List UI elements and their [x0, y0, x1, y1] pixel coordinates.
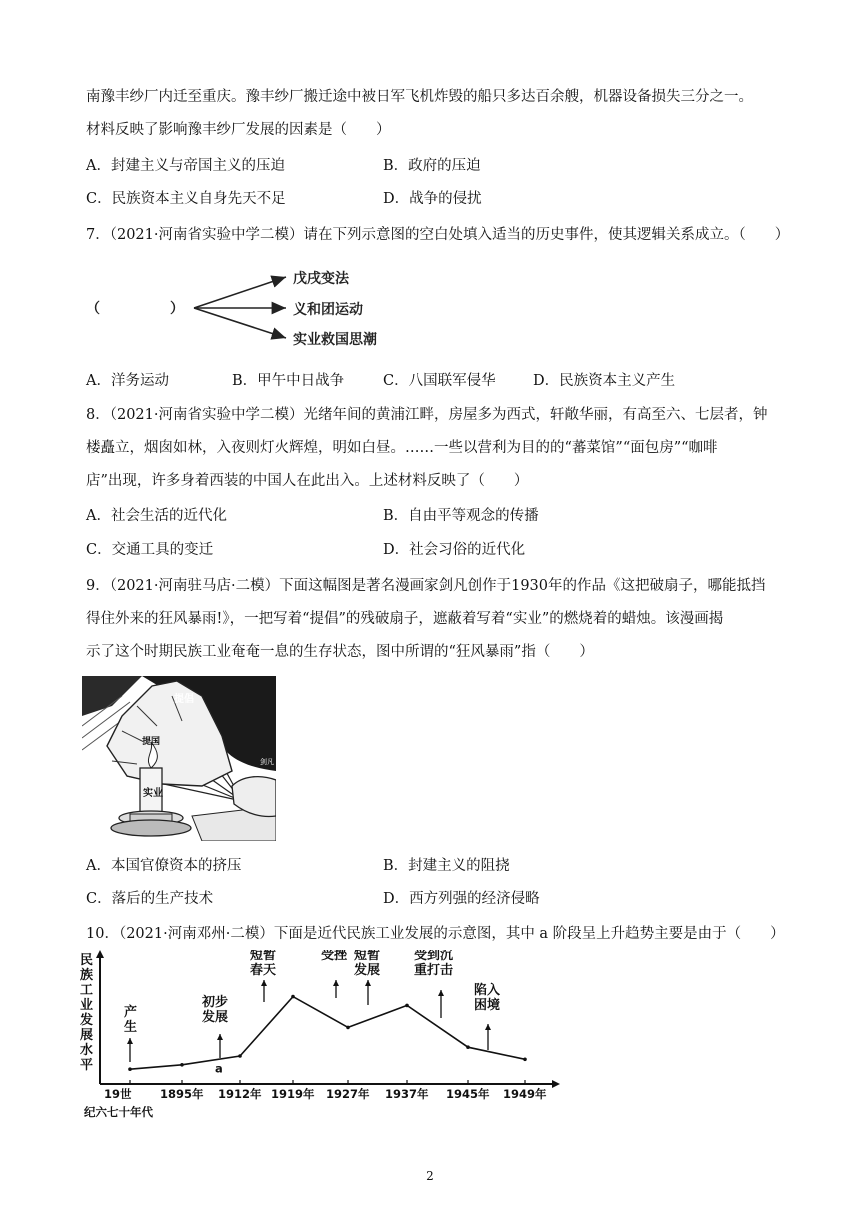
x-axis-arrow: [552, 1080, 560, 1088]
annotation-text: 困境: [474, 998, 501, 1013]
q9-option-c[interactable]: C．落后的生产技术: [86, 891, 214, 907]
y-axis-label-char: 业: [80, 998, 94, 1013]
question-9-stem-line-1: 9．（2021·河南驻马店·二模）下面这幅图是著名漫画家剑凡创作于1930年的作品《这把破扇子，哪能抵挡: [86, 578, 766, 594]
q9-cartoon-image: [82, 676, 276, 841]
annotation-arrowhead: [365, 980, 371, 986]
line-chart-svg: [78, 950, 568, 1122]
q7-target-2: 义和团运动: [293, 302, 363, 318]
q7-arrow-1: [194, 277, 286, 308]
q7-diagram: [86, 262, 446, 358]
x-tick-label: 1927年: [326, 1087, 370, 1101]
data-point: [346, 1026, 350, 1030]
annotation-text: 受挫: [321, 950, 348, 963]
annotation-arrowhead: [485, 1024, 491, 1030]
annotation-text: 发展: [354, 963, 381, 978]
q7-option-d[interactable]: D．民族资本主义产生: [533, 373, 676, 389]
y-axis-label-char: 工: [80, 983, 94, 998]
annotation-text: 短暂: [250, 950, 277, 963]
y-axis-label-char: 水: [80, 1043, 94, 1058]
data-point: [291, 995, 295, 999]
question-6-text-line-1: 南豫丰纱厂内迁至重庆。豫丰纱厂搬迁途中被日军飞机炸毁的船只多达百余艘，机器设备损失三分之一。: [86, 89, 753, 105]
q9-option-d[interactable]: D．西方列强的经济侵略: [383, 891, 540, 907]
q6-option-a[interactable]: A．封建主义与帝国主义的压迫: [86, 158, 285, 174]
x-tick-label-cont: 纪六七十年代: [84, 1105, 153, 1119]
annotation-arrowhead: [217, 1034, 223, 1040]
series-line: [130, 997, 525, 1070]
question-10-stem: 10．（2021·河南邓州·二模）下面是近代民族工业发展的示意图，其中 a 阶段呈上升趋势主要是由于（ ）: [86, 926, 785, 942]
annotation-text: 受到沉: [414, 950, 454, 963]
page-number: 2: [426, 1169, 434, 1183]
cartoon-signature: 剑凡: [260, 758, 274, 766]
y-axis-label-char: 展: [80, 1028, 94, 1043]
q10-chart: [78, 950, 568, 1122]
q8-option-b[interactable]: B．自由平等观念的传播: [383, 508, 539, 524]
annotation-text: 重打击: [414, 963, 454, 978]
q7-option-b[interactable]: B．甲午中日战争: [232, 373, 345, 389]
question-8-stem-line-3: 店”出现，许多身着西装的中国人在此出入。上述材料反映了（ ）: [86, 473, 529, 489]
q8-option-c[interactable]: C．交通工具的变迁: [86, 542, 214, 558]
q9-option-a[interactable]: A．本国官僚资本的挤压: [86, 858, 242, 874]
q7-target-1: 戊戌变法: [293, 271, 349, 287]
annotation-text: 短暂: [354, 950, 381, 963]
question-9-stem-line-3: 示了这个时期民族工业奄奄一息的生存状态，图中所谓的“狂风暴雨”指（ ）: [86, 644, 594, 660]
data-point: [405, 1004, 409, 1008]
y-axis-label-char: 平: [80, 1058, 94, 1073]
point-label-a: a: [215, 1061, 223, 1076]
question-8-stem-line-2: 楼矗立，烟囱如林，入夜则灯火辉煌，明如白昼。……一些以营利为目的的“蕃菜馆”“面包房”“咖啡: [86, 440, 718, 456]
data-point: [128, 1067, 132, 1071]
q8-option-d[interactable]: D．社会习俗的近代化: [383, 542, 526, 558]
q6-option-d[interactable]: D．战争的侵扰: [383, 191, 482, 207]
q7-option-a[interactable]: A．洋务运动: [86, 373, 169, 389]
q7-target-3: 实业救国思潮: [293, 332, 377, 348]
annotation-arrowhead: [261, 980, 267, 986]
annotation-text: 产: [124, 1005, 138, 1020]
x-tick-label: 1949年: [503, 1087, 547, 1101]
x-tick-label: 1919年: [271, 1087, 315, 1101]
x-tick-label: 1912年: [218, 1087, 262, 1101]
y-axis-arrow: [96, 950, 104, 958]
q6-option-c[interactable]: C．民族资本主义自身先天不足: [86, 191, 286, 207]
annotation-text: 陷入: [474, 983, 501, 998]
y-axis-label-char: 发: [80, 1013, 94, 1028]
x-tick-label: 1937年: [385, 1087, 429, 1101]
annotation-text: 生: [124, 1020, 138, 1035]
data-point: [523, 1058, 527, 1062]
data-point: [180, 1063, 184, 1067]
y-axis-label-char: 民: [80, 953, 94, 968]
annotation-text: 初步: [202, 995, 229, 1010]
q6-option-b[interactable]: B．政府的压迫: [383, 158, 481, 174]
annotation-text: 发展: [202, 1010, 229, 1025]
y-axis-label-char: 族: [80, 968, 94, 983]
question-8-stem-line-1: 8．（2021·河南省实验中学二模）光绪年间的黄浦江畔，房屋多为西式，轩敞华丽，有高至六、七层者，钟: [86, 407, 768, 423]
q8-option-a[interactable]: A．社会生活的近代化: [86, 508, 227, 524]
annotation-arrowhead: [333, 980, 339, 986]
question-7-stem: 7．（2021·河南省实验中学二模）请在下列示意图的空白处填入适当的历史事件，使其逻辑关系成立。（ ）: [86, 227, 790, 243]
x-tick-label: 19世: [104, 1087, 132, 1101]
annotation-arrowhead: [127, 1038, 133, 1044]
annotation-arrowhead: [438, 990, 444, 996]
x-tick-label: 1895年: [160, 1087, 204, 1101]
data-point: [466, 1045, 470, 1049]
data-point: [238, 1054, 242, 1058]
candle-label: 实业: [143, 788, 163, 799]
q7-blank: （ ）: [86, 301, 184, 317]
annotation-text: 春天: [250, 963, 277, 978]
q9-option-b[interactable]: B．封建主义的阻挠: [383, 858, 510, 874]
q7-arrow-3: [194, 308, 286, 338]
question-9-stem-line-2: 得住外来的狂风暴雨!》，一把写着“提倡”的残破扇子，遮蔽着写着“实业”的燃烧着的蜡烛。该漫画揭: [86, 611, 724, 627]
question-6-text-line-2: 材料反映了影响豫丰纱厂发展的因素是（ ）: [86, 122, 391, 138]
fan-label-top: 提倡: [174, 694, 194, 705]
x-tick-label: 1945年: [446, 1087, 490, 1101]
q7-option-c[interactable]: C．八国联军侵华: [383, 373, 496, 389]
fan-label-mid: 提国: [142, 737, 161, 747]
